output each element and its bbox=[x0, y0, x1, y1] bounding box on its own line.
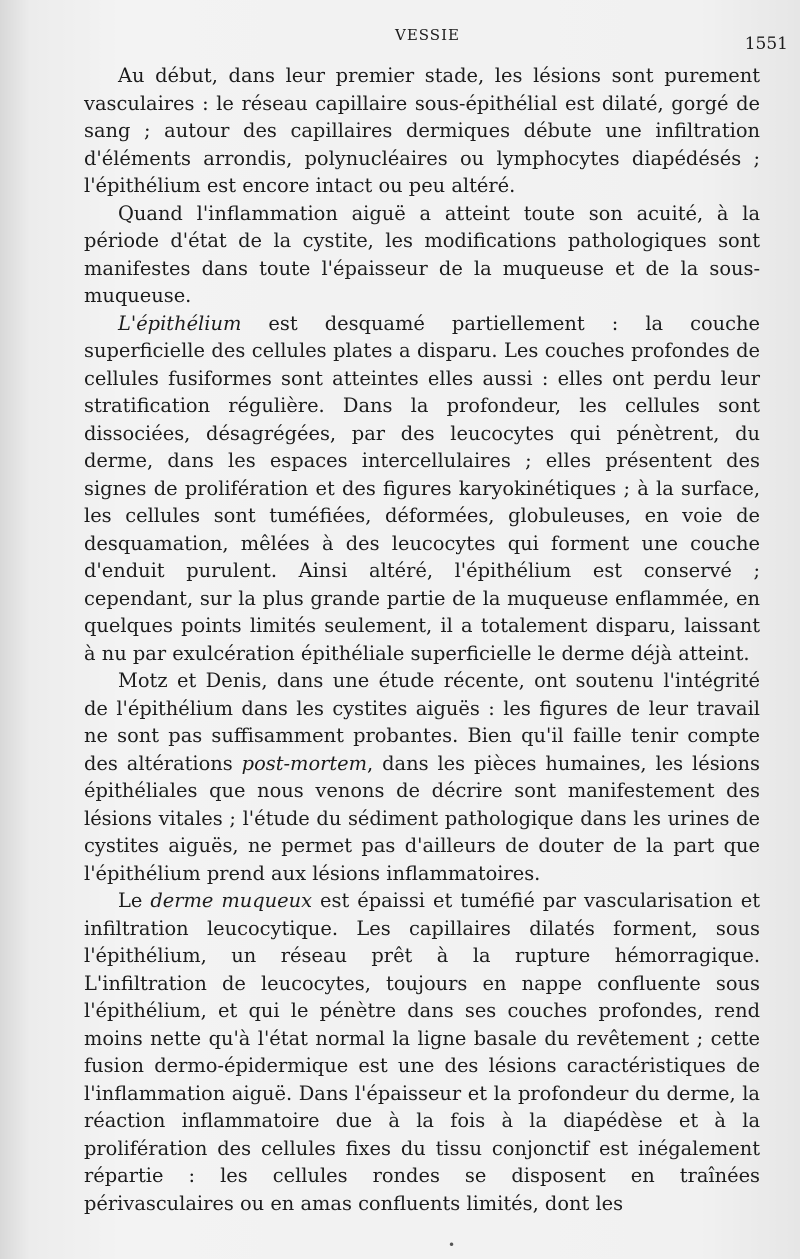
paragraph-text: Quand l'inflammation aiguë a atteint toute son acuité, à la période d'état de la cystite, les modifications pathologiques sont manifestes dans toute l'épaisseur de la muqueuse et de la sous-muqueuse. bbox=[84, 201, 760, 307]
italic-term: L'épithélium bbox=[118, 311, 242, 335]
paragraph-text: est épaissi et tuméfié par vascularisation et infiltration leucocytique. Les capillaires dilatés forment, sous l'épithélium, un réseau prêt à la rupture hémorragique. L'infiltration de leucocytes, toujours en nappe confluente sous l'épithélium, et qui le pénètre dans ses couches profondes, rend moins nette qu'à l'état normal la ligne basale du revêtement ; cette fusion dermo-épidermique est une des lésions caractéristiques de l'inflammation aiguë. Dans l'épaisseur et la profondeur du derme, la réaction inflammatoire due à la fois à la diapédèse et à la prolifération des cellules fixes du tissu conjonctif est inégalement répartie : les cellules rondes se disposent en traînées périvasculaires ou en amas confluents limités, dont les bbox=[84, 889, 760, 1215]
paragraph-text: Au début, dans leur premier stade, les lésions sont purement vasculaires : le réseau capillaire sous-épithélial est dilaté, gorgé de sang ; autour des capillaires dermiques débute une infiltration d'éléments arrondis, polynucléaires ou lymphocytes diapédésés ; l'épithélium est encore intact ou peu altéré. bbox=[84, 64, 760, 197]
page-number: 1551 bbox=[744, 34, 788, 54]
italic-term: post-mortem bbox=[241, 751, 368, 775]
body-text bbox=[84, 62, 760, 1217]
italic-term: derme muqueux bbox=[150, 889, 313, 912]
paragraph-early-lesions bbox=[84, 62, 760, 200]
paragraph-text: Le bbox=[118, 889, 151, 912]
paragraph-acute-stage bbox=[84, 200, 760, 310]
footer-mark: • bbox=[448, 1238, 456, 1252]
paragraph-text: , dans les pièces humaines, les lésions épithéliales que nous venons de décrire sont manifestement des lésions vitales ; l'étude du sédiment pathologique dans les urines de cystites aiguës, ne permet pas d'ailleurs de douter de la part que l'épithélium prend aux lésions inflammatoires. bbox=[84, 751, 760, 885]
paragraph-text: Motz et Denis, dans une étude récente, ont soutenu l'intégrité de l'épithélium dans les cystites aiguës : les figures de leur travail ne sont pas suffisamment probantes. Bien qu'il faille tenir compte des altérations bbox=[84, 669, 760, 775]
paragraph-epithelium bbox=[84, 310, 760, 668]
running-header bbox=[0, 26, 800, 56]
paragraph-text: est desquamé partiellement : la couche superficielle des cellules plates a disparu. Les couches profondes de cellules fusiformes sont atteintes elles aussi : elles ont perdu leur stratification régulière. Dans la profondeur, les cellules sont dissociées, désagrégées, par des leucocytes qui pénètrent, du derme, dans les espaces intercellulaires ; elles présentent des signes de prolifération et des figures karyokinétiques ; à la surface, les cellules sont tuméfiées, déformées, globuleuses, en voie de desquamation, mêlées à des leucocytes qui forment une couche d'enduit purulent. Ainsi altéré, l'épithélium est conservé ; cependant, sur la plus grande partie de la muqueuse enflammée, en quelques points limités seulement, il a totalement disparu, laissant à nu par exulcération épithéliale superficielle le derme déjà atteint. bbox=[84, 311, 760, 665]
paragraph-derme-muqueux bbox=[84, 887, 760, 1217]
paragraph-motz-denis bbox=[84, 667, 760, 887]
running-title: VESSIE bbox=[395, 26, 460, 44]
